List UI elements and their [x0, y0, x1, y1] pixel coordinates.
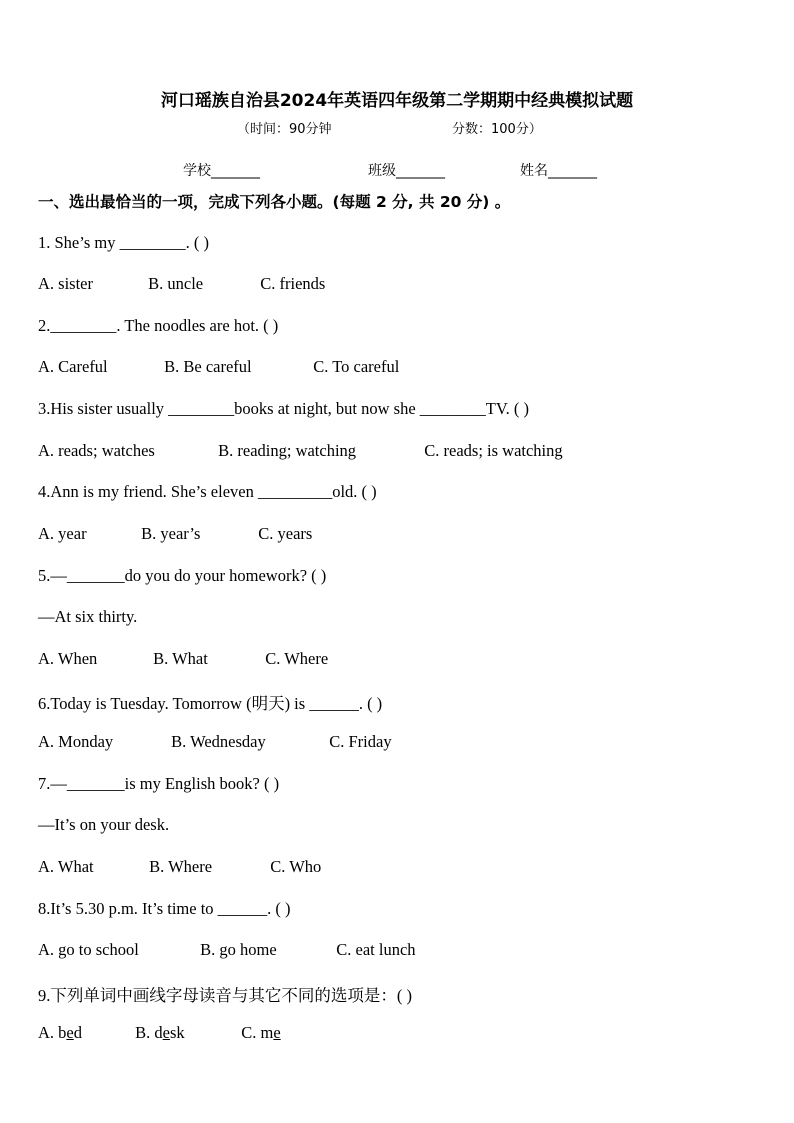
option-a: A. reads; watches	[38, 441, 155, 460]
option-c: C. friends	[260, 274, 326, 293]
name-field: 姓名_______	[520, 163, 597, 179]
total-score: 分数：100分）	[452, 122, 542, 137]
question-6-options	[38, 732, 392, 752]
question-6-stem: 6.Today is Tuesday. Tomorrow (明天) is ______. ( )	[38, 694, 383, 713]
section-1-heading: 一、选出最恰当的一项，完成下列各小题。(每题 2 分, 共 20 分) 。	[38, 193, 511, 211]
option-a: A. When	[38, 649, 98, 668]
question-2-stem: 2.________. The noodles are hot. ( )	[38, 316, 279, 335]
question-5-options	[38, 649, 328, 669]
option-b: B. What	[153, 649, 208, 668]
option-b: B. uncle	[148, 274, 204, 293]
question-3-stem: 3.His sister usually ________books at night, but now she ________TV. ( )	[38, 399, 530, 418]
underlined-letter: e	[162, 1023, 170, 1042]
exam-title: 河口瑶族自治县2024年英语四年级第二学期期中经典模拟试题	[160, 91, 634, 111]
school-field: 学校_______	[183, 163, 260, 179]
option-b: B. year’s	[141, 524, 201, 543]
question-8-stem: 8.It’s 5.30 p.m. It’s time to ______. ( )	[38, 899, 291, 918]
option-b: B. Be careful	[164, 357, 252, 376]
question-1-stem: 1. She’s my ________. ( )	[38, 233, 209, 252]
option-c: C. Friday	[329, 732, 392, 751]
question-9-stem: 9.下列单词中画线字母读音与其它不同的选项是：( )	[38, 986, 412, 1005]
question-1-options	[38, 274, 325, 294]
option-c: C. Who	[270, 857, 322, 876]
underlined-letter: e	[273, 1023, 281, 1042]
option-a: A. Careful	[38, 357, 108, 376]
option-c: C. reads; is watching	[424, 441, 563, 460]
question-4-options	[38, 524, 312, 544]
option-b: B. Where	[149, 857, 213, 876]
question-7-answer-line: —It’s on your desk.	[38, 815, 170, 834]
question-2-options	[38, 357, 399, 377]
question-5-answer-line: —At six thirty.	[38, 607, 138, 626]
option-c: C. me	[241, 1023, 281, 1042]
option-a: A. bed	[38, 1023, 82, 1042]
underlined-letter: e	[66, 1023, 74, 1042]
question-9-options	[38, 1023, 281, 1043]
time-limit: （时间：90分钟	[237, 122, 332, 137]
question-8-options	[38, 940, 416, 960]
option-c: C. Where	[265, 649, 329, 668]
option-b: B. desk	[135, 1023, 185, 1042]
option-c: C. years	[258, 524, 313, 543]
question-3-options	[38, 441, 563, 461]
option-a: A. What	[38, 857, 94, 876]
question-7-stem: 7.—_______is my English book? ( )	[38, 774, 280, 793]
question-4-stem: 4.Ann is my friend. She’s eleven _________old. ( )	[38, 482, 377, 501]
option-c: C. To careful	[313, 357, 400, 376]
option-a: A. sister	[38, 274, 93, 293]
option-a: A. year	[38, 524, 87, 543]
class-field: 班级_______	[368, 163, 445, 179]
option-b: B. go home	[200, 940, 277, 959]
option-b: B. reading; watching	[218, 441, 357, 460]
question-5-stem: 5.—_______do you do your homework? ( )	[38, 566, 327, 585]
question-7-options	[38, 857, 321, 877]
option-b: B. Wednesday	[171, 732, 266, 751]
option-c: C. eat lunch	[336, 940, 416, 959]
option-a: A. Monday	[38, 732, 114, 751]
option-a: A. go to school	[38, 940, 139, 959]
